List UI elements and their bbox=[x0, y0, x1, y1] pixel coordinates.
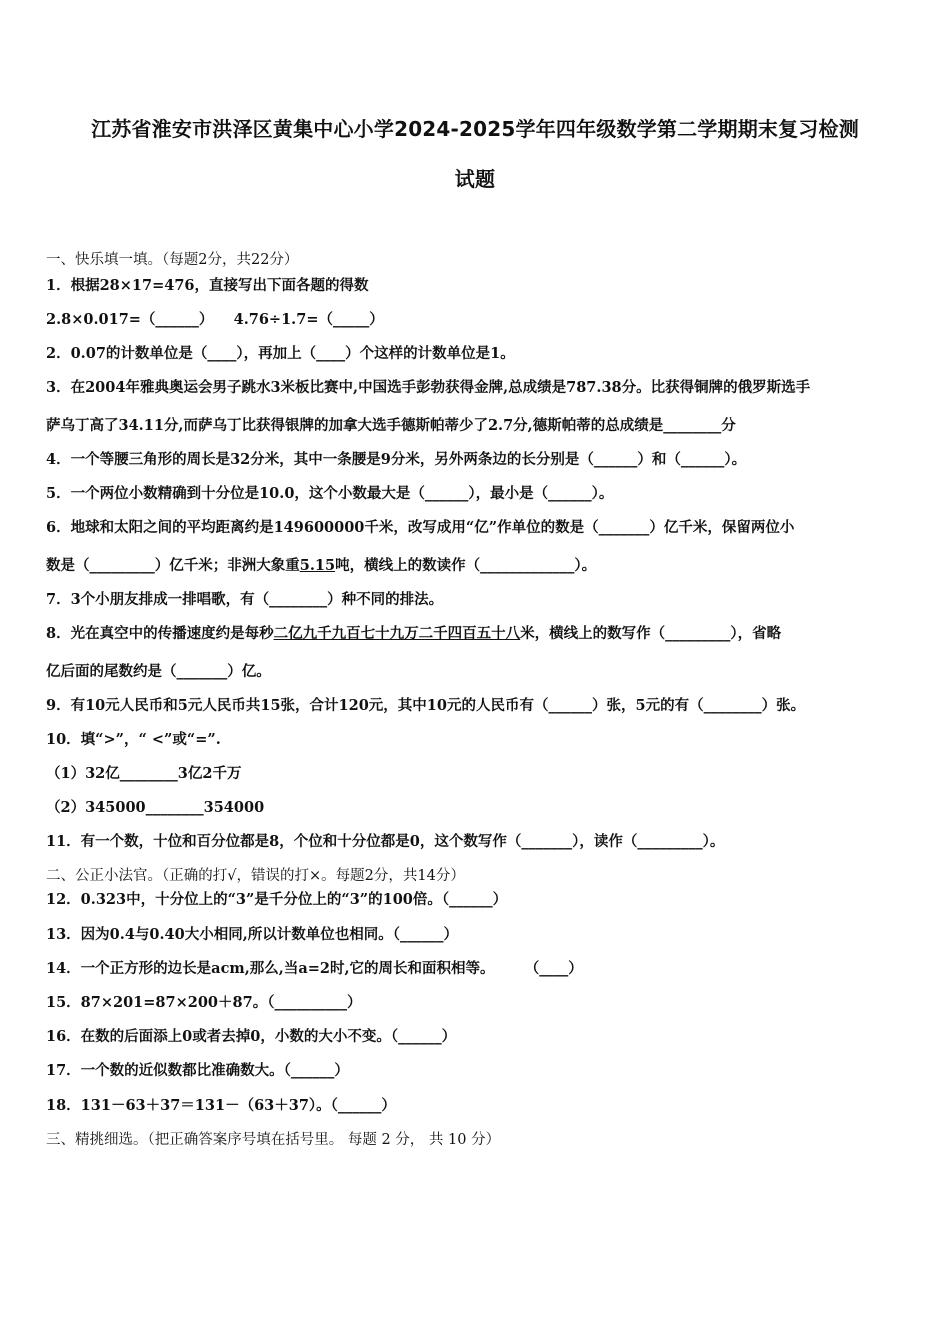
question-7: 7．3个小朋友排成一排唱歌，有（________）种不同的排法。 bbox=[46, 591, 444, 608]
question-10: 10．填“>”，“ <”或“=”. bbox=[46, 731, 221, 748]
question-6-line2 bbox=[46, 556, 926, 576]
question-8-underlined-number: 二亿九千九百七十九万二千四百五十八 bbox=[273, 625, 521, 642]
question-4: 4．一个等腰三角形的周长是32分米，其中一条腰是9分米，另外两条边的长分别是（______）和（______）。 bbox=[46, 451, 747, 468]
question-5: 5．一个两位小数精确到十分位是10.0，这个小数最大是（______），最小是（______）。 bbox=[46, 485, 614, 502]
section-3-heading: 三、精挑细选。（把正确答案序号填在括号里。 每题 2 分， 共 10 分） bbox=[46, 1132, 501, 1148]
question-10-part1: （1）32亿________3亿2千万 bbox=[46, 765, 242, 782]
question-6-text-a: 数是（_________）亿千米；非洲大象重 bbox=[46, 557, 300, 574]
question-2: 2．0.07的计数单位是（____），再加上（____）个这样的计数单位是1。 bbox=[46, 345, 515, 362]
question-1: 1．根据28×17=476，直接写出下面各题的得数 bbox=[46, 277, 369, 294]
question-14: 14．一个正方形的边长是acm,那么,当a=2时,它的周长和面积相等。 （____） bbox=[46, 960, 583, 977]
question-8-text-b: 米，横线上的数写作（_________），省略 bbox=[520, 625, 782, 642]
question-11: 11．有一个数，十位和百分位都是8，个位和十分位都是0，这个数写作（_______），读作（_________）。 bbox=[46, 833, 725, 850]
question-8-line2: 亿后面的尾数约是（_______）亿。 bbox=[46, 663, 271, 680]
question-12: 12．0.323中，十分位上的“3”是千分位上的“3”的100倍。（______） bbox=[46, 891, 508, 908]
question-3-line1: 3．在2004年雅典奥运会男子跳水3米板比赛中,中国选手彭勃获得金牌,总成绩是787.38分。比获得铜牌的俄罗斯选手 bbox=[46, 379, 811, 396]
question-9: 9．有10元人民币和5元人民币共15张，合计120元，其中10元的人民币有（______）张，5元的有（________）张。 bbox=[46, 697, 806, 714]
question-10-part2: （2）345000________354000 bbox=[46, 799, 265, 816]
section-1-heading: 一、快乐填一填。（每题2分，共22分） bbox=[46, 252, 299, 268]
question-6-line1: 6．地球和太阳之间的平均距离约是149600000千米，改写成用“亿”作单位的数是（_______）亿千米，保留两位小 bbox=[46, 519, 795, 536]
question-18: 18．131－63＋37＝131－（63＋37）。（______） bbox=[46, 1097, 396, 1114]
question-6-underlined-number: 5.15 bbox=[299, 557, 336, 574]
question-6-text-b: 吨，横线上的数读作（_____________）。 bbox=[335, 557, 597, 574]
question-3-line2: 萨乌丁高了34.11分,而萨乌丁比获得银牌的加拿大选手德斯帕蒂少了2.7分,德斯帕蒂的总成绩是________分 bbox=[46, 417, 736, 434]
section-2-heading: 二、公正小法官。（正确的打√，错误的打×。每题2分，共14分） bbox=[46, 868, 465, 884]
question-1-items: 2.8×0.017=（______） 4.76÷1.7=（_____） bbox=[46, 311, 384, 328]
question-13: 13．因为0.4与0.40大小相同,所以计数单位也相同。（______） bbox=[46, 926, 459, 943]
question-16: 16．在数的后面添上0或者去掉0，小数的大小不变。（______） bbox=[46, 1028, 457, 1045]
question-8-text-a: 8．光在真空中的传播速度约是每秒 bbox=[46, 625, 274, 642]
question-8-line1 bbox=[46, 624, 926, 644]
page-title-line2: 试题 bbox=[454, 167, 496, 191]
page-title-line1: 江苏省淮安市洪泽区黄集中心小学2024-2025学年四年级数学第二学期期末复习检测 bbox=[91, 117, 859, 141]
question-15: 15．87×201=87×200＋87。（__________） bbox=[46, 994, 362, 1011]
question-17: 17．一个数的近似数都比准确数大。（______） bbox=[46, 1062, 349, 1079]
